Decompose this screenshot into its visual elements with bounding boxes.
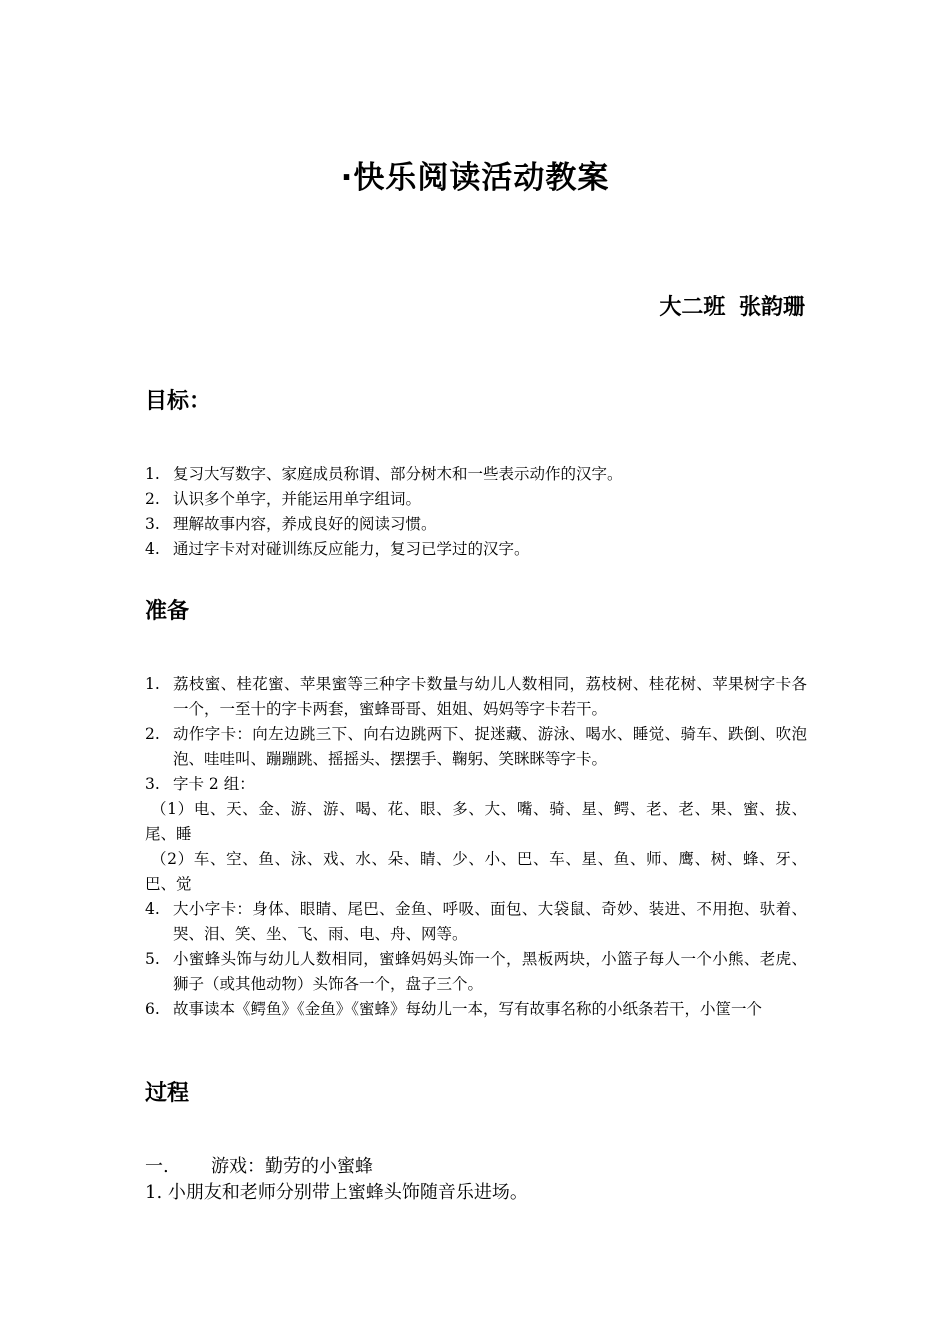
process-content bbox=[145, 1154, 807, 1206]
list-item: 4. 通过字卡对对碰训练反应能力，复习已学过的汉字。 bbox=[145, 540, 530, 558]
list-item: 2. 动作字卡：向左边跳三下、向右边跳两下、捉迷藏、游泳、喝水、睡觉、骑车、跌倒、吹泡泡、哇哇叫、蹦蹦跳、摇摇头、摆摆手、鞠躬、笑眯眯等字卡。 bbox=[145, 725, 807, 768]
list-item: 2. 认识多个单字，并能运用单字组词。 bbox=[145, 490, 422, 508]
list-item: 5. 小蜜蜂头饰与幼儿人数相同，蜜蜂妈妈头饰一个，黑板两块，小篮子每人一个小熊、老虎、狮子（或其他动物）头饰各一个，盘子三个。 bbox=[145, 950, 807, 993]
card-group-1: （1）电、天、金、游、游、喝、花、眼、多、大、嘴、骑、星、鳄、老、老、果、蜜、拔、尾、睡 bbox=[145, 800, 807, 843]
list-item: 1. 复习大写数字、家庭成员称谓、部分树木和一些表示动作的汉字。 bbox=[145, 465, 623, 483]
author-line: 大二班 张韵珊 bbox=[659, 295, 805, 320]
process-substep: 1. 小朋友和老师分别带上蜜蜂头饰随音乐进场。 bbox=[145, 1182, 528, 1203]
list-item: 3. 理解故事内容，养成良好的阅读习惯。 bbox=[145, 515, 437, 533]
card-group-2: （2）车、空、鱼、泳、戏、水、朵、睛、少、小、巴、车、星、鱼、师、鹰、树、蜂、牙、巴、觉 bbox=[145, 850, 807, 893]
prep-list bbox=[145, 672, 807, 1022]
list-item: 1. 荔枝蜜、桂花蜜、苹果蜜等三种字卡数量与幼儿人数相同，荔枝树、桂花树、苹果树字卡各一个，一至十的字卡两套，蜜蜂哥哥、姐姐、妈妈等字卡若干。 bbox=[145, 675, 807, 718]
document-title: ·快乐阅读活动教案 bbox=[340, 160, 610, 196]
prep-heading: 准备 bbox=[145, 599, 190, 624]
list-item: 3. 字卡 2 组： bbox=[145, 775, 255, 793]
goals-heading: 目标： bbox=[145, 389, 212, 414]
process-heading: 过程 bbox=[145, 1081, 190, 1106]
goals-list bbox=[145, 462, 807, 562]
list-item: 4. 大小字卡：身体、眼睛、尾巴、金鱼、呼吸、面包、大袋鼠、奇妙、装进、不用抱、驮着、哭、泪、笑、坐、飞、雨、电、舟、网等。 bbox=[145, 900, 807, 943]
process-step: 一. 游戏：勤劳的小蜜蜂 bbox=[145, 1156, 373, 1177]
list-item: 6. 故事读本《鳄鱼》《金鱼》《蜜蜂》每幼儿一本，写有故事名称的小纸条若干，小筐一个 bbox=[145, 1000, 763, 1018]
